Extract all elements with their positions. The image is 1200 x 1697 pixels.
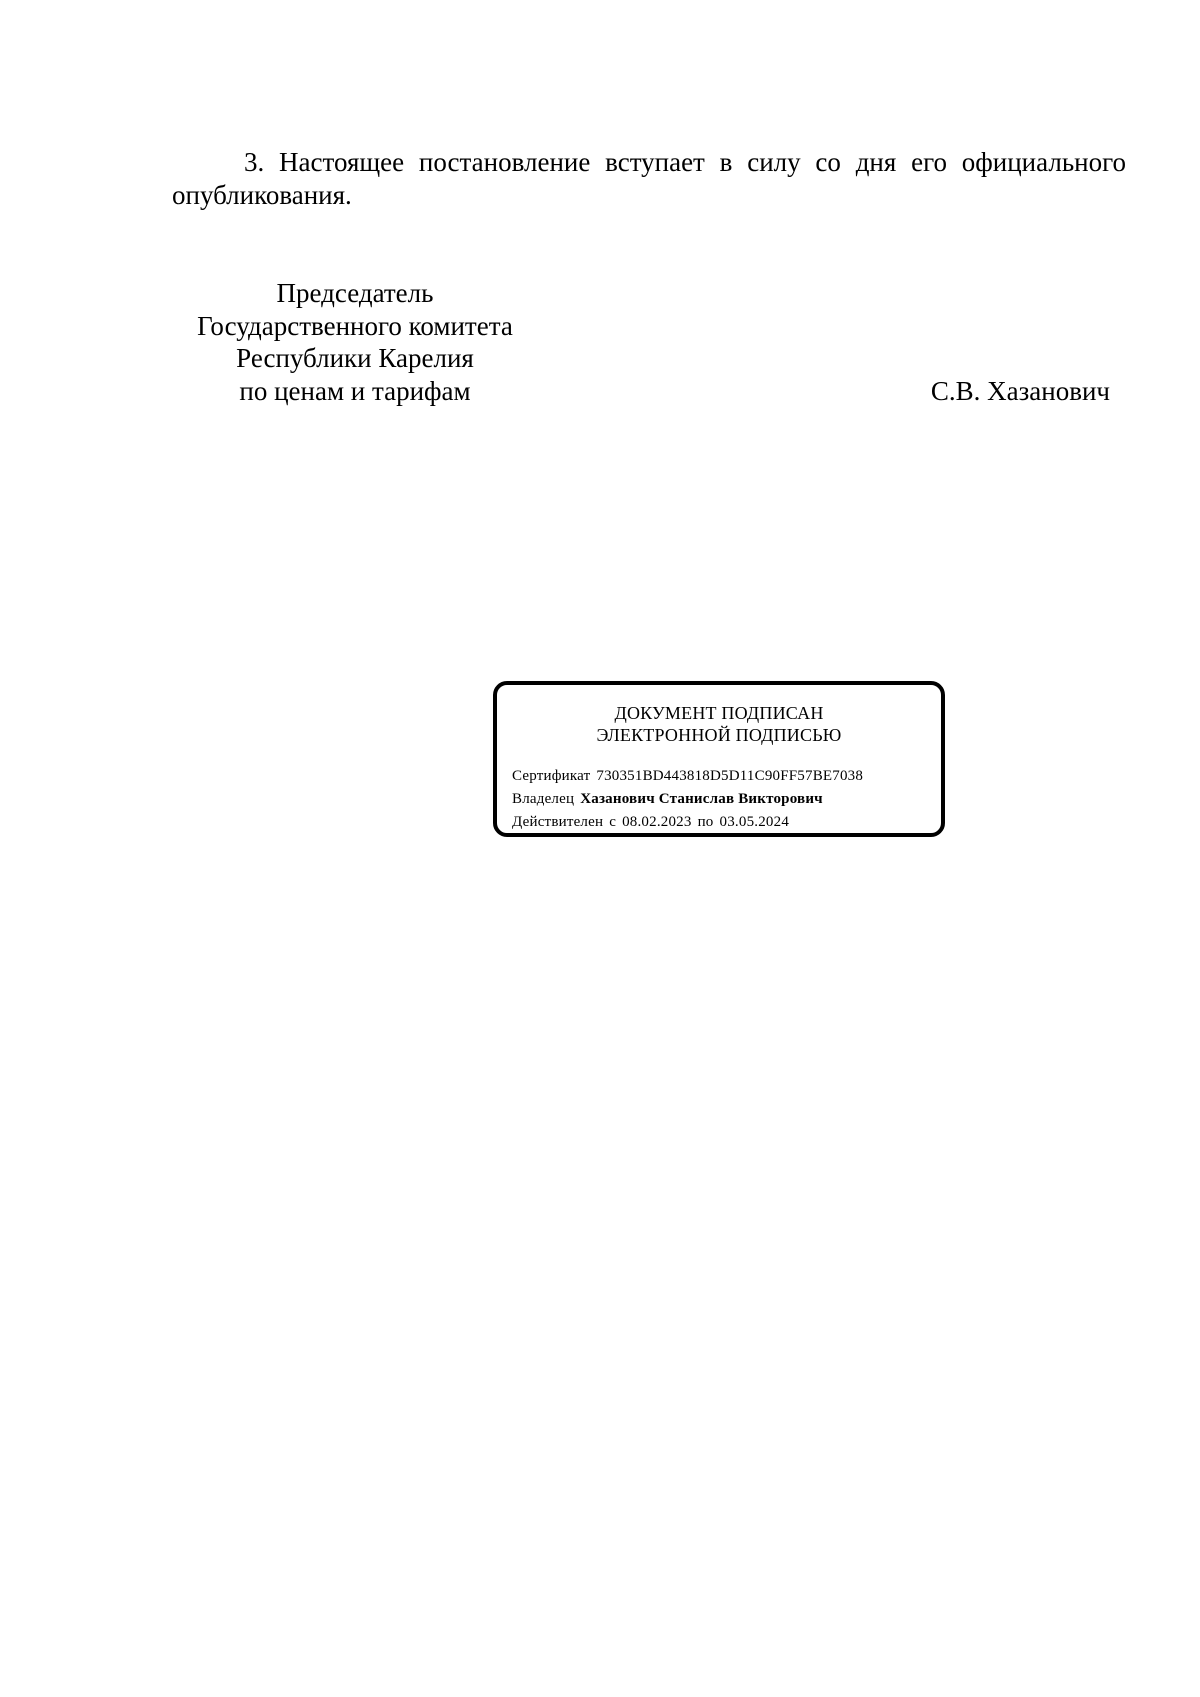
stamp-owner-line [512,789,823,809]
stamp-title-line-1: ДОКУМЕНТ ПОДПИСАН [614,703,824,723]
valid-from-word: с [609,814,617,830]
certificate-label: Сертификат [512,768,591,784]
certificate-value: 730351BD443818D5D11C90FF57BE7038 [596,768,864,784]
stamp-title [497,702,941,746]
paragraph-3: 3. Настоящее постановление вступает в силу со дня его официального опубликования. [172,147,1126,210]
electronic-signature-stamp [493,681,945,837]
owner-label: Владелец [512,791,575,807]
valid-label: Действителен [512,814,604,830]
owner-value: Хазанович Станислав Викторович [580,791,823,807]
signer-name: С.В. Хазанович [930,376,1110,406]
signatory-title-line: Государственного комитета [197,310,513,341]
stamp-title-line-2: ЭЛЕКТРОННОЙ ПОДПИСЬЮ [596,725,842,745]
valid-to-word: по [697,814,714,830]
signatory-title-line: по ценам и тарифам [239,375,471,406]
signatory-title-line: Председатель [276,278,434,308]
stamp-validity-line [512,812,789,832]
signatory-title-line: Республики Карелия [236,343,474,373]
valid-from-date: 08.02.2023 [622,814,692,830]
valid-to-date: 03.05.2024 [719,814,790,830]
stamp-certificate-line [512,766,863,786]
signatory-title [170,277,540,407]
